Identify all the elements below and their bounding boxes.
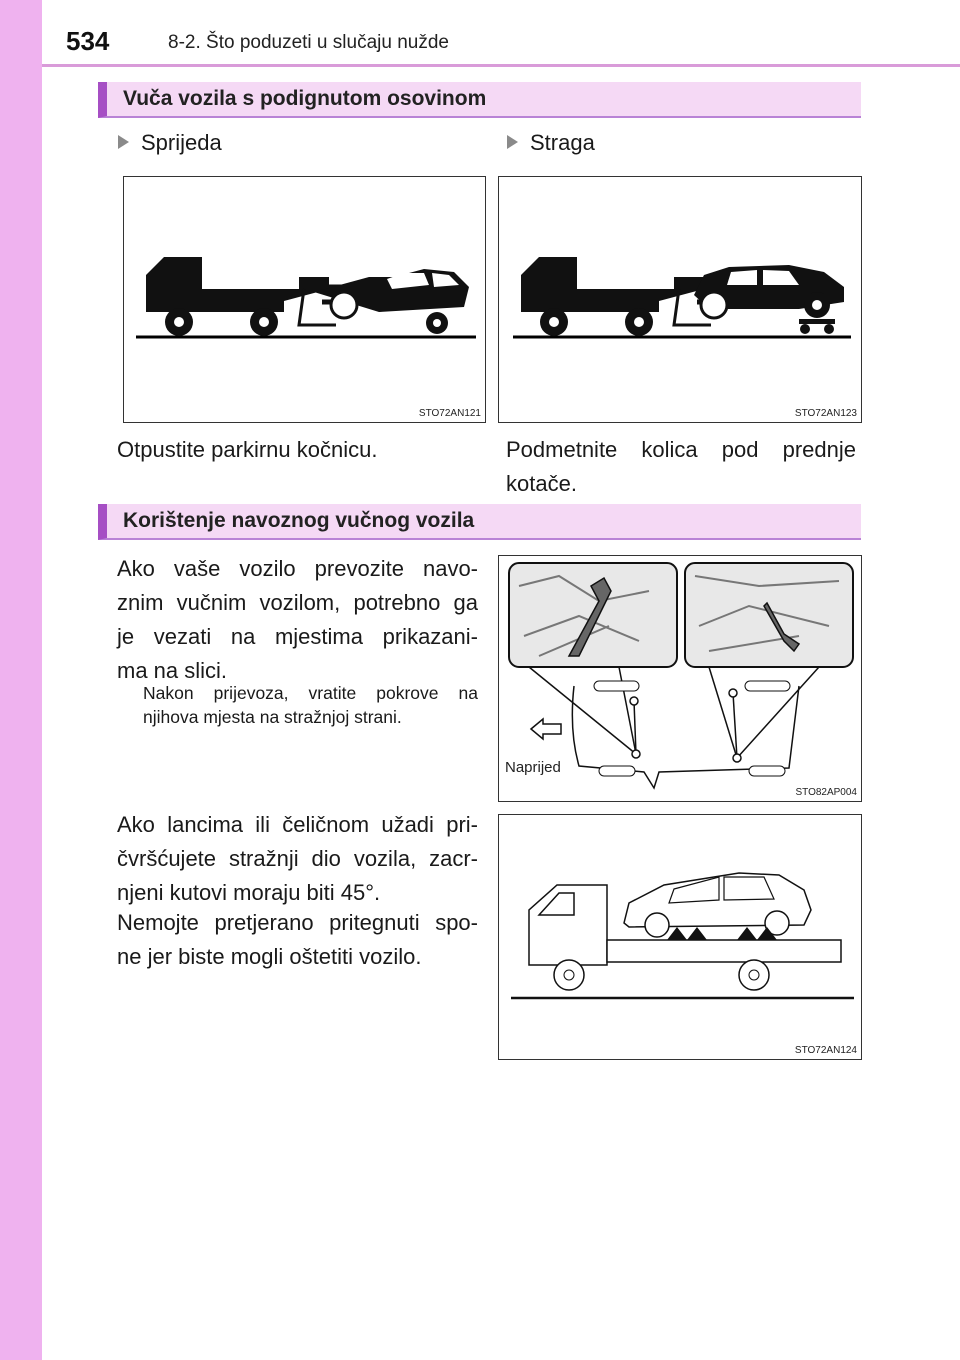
text-line: njeni kutovi moraju biti 45°. bbox=[117, 880, 381, 905]
caption-rear bbox=[506, 433, 856, 501]
figure-code: STO72AN124 bbox=[794, 1045, 857, 1056]
figure-rear-tow bbox=[498, 176, 862, 423]
header-divider bbox=[42, 64, 960, 67]
figure-front-tow bbox=[123, 176, 486, 423]
caption-rear-line1: Podmetnite kolica pod prednje bbox=[506, 437, 856, 462]
text-line: znim vučnim vozilom, potrebno ga bbox=[117, 590, 478, 615]
text-line: Ako lancima ili čeličnom užadi pri- bbox=[117, 812, 478, 837]
bullet-front bbox=[118, 130, 222, 156]
chapter-title: 8-2. Što poduzeti u slučaju nužde bbox=[168, 32, 449, 53]
text-line: Ako vaše vozilo prevozite navo- bbox=[117, 556, 478, 581]
triangle-bullet-icon bbox=[118, 135, 129, 149]
tow-truck-rear-illustration bbox=[499, 177, 861, 422]
figure-code: STO72AN123 bbox=[794, 408, 857, 419]
section-heading-text: Korištenje navoznog vučnog vozila bbox=[123, 509, 475, 532]
section-heading-flatbed bbox=[98, 504, 861, 540]
page-number: 534 bbox=[66, 26, 110, 56]
figure-code: STO72AN121 bbox=[418, 408, 481, 419]
figure-flatbed bbox=[498, 814, 862, 1060]
paragraph-chains bbox=[117, 808, 478, 910]
text-line: ma na slici. bbox=[117, 658, 228, 683]
text-line: njihova mjesta na stražnjoj strani. bbox=[143, 707, 402, 727]
section-heading-text: Vuča vozila s podignutom osovinom bbox=[123, 87, 487, 110]
text-line: ne jer biste mogli oštetiti vozilo. bbox=[117, 944, 422, 969]
text-line: čvršćujete stražnji dio vozila, zacr- bbox=[117, 846, 478, 871]
paragraph-overtighten bbox=[117, 906, 478, 974]
text-line: je vezati na mjestima prikazani- bbox=[117, 624, 478, 649]
bullet-label: Sprijeda bbox=[141, 130, 222, 155]
caption-rear-line2: kotače. bbox=[506, 471, 577, 496]
figure-code: STO82AP004 bbox=[795, 787, 857, 798]
text-line: Nakon prijevoza, vratite pokrove na bbox=[143, 683, 478, 703]
triangle-bullet-icon bbox=[507, 135, 518, 149]
forward-label: Naprijed bbox=[505, 759, 561, 776]
text-line: Nemojte pretjerano pritegnuti spo- bbox=[117, 910, 478, 935]
section-heading-axle-tow bbox=[98, 82, 861, 118]
bullet-label: Straga bbox=[530, 130, 595, 155]
tow-truck-front-illustration bbox=[124, 177, 485, 422]
caption-front: Otpustite parkirnu kočnicu. bbox=[117, 437, 378, 462]
note-covers bbox=[143, 681, 478, 729]
paragraph-tie-down bbox=[117, 552, 478, 688]
bullet-rear bbox=[507, 130, 595, 156]
figure-tie-down-points bbox=[498, 555, 862, 802]
flatbed-truck-illustration bbox=[499, 815, 861, 1059]
page-sidebar bbox=[0, 0, 42, 1360]
